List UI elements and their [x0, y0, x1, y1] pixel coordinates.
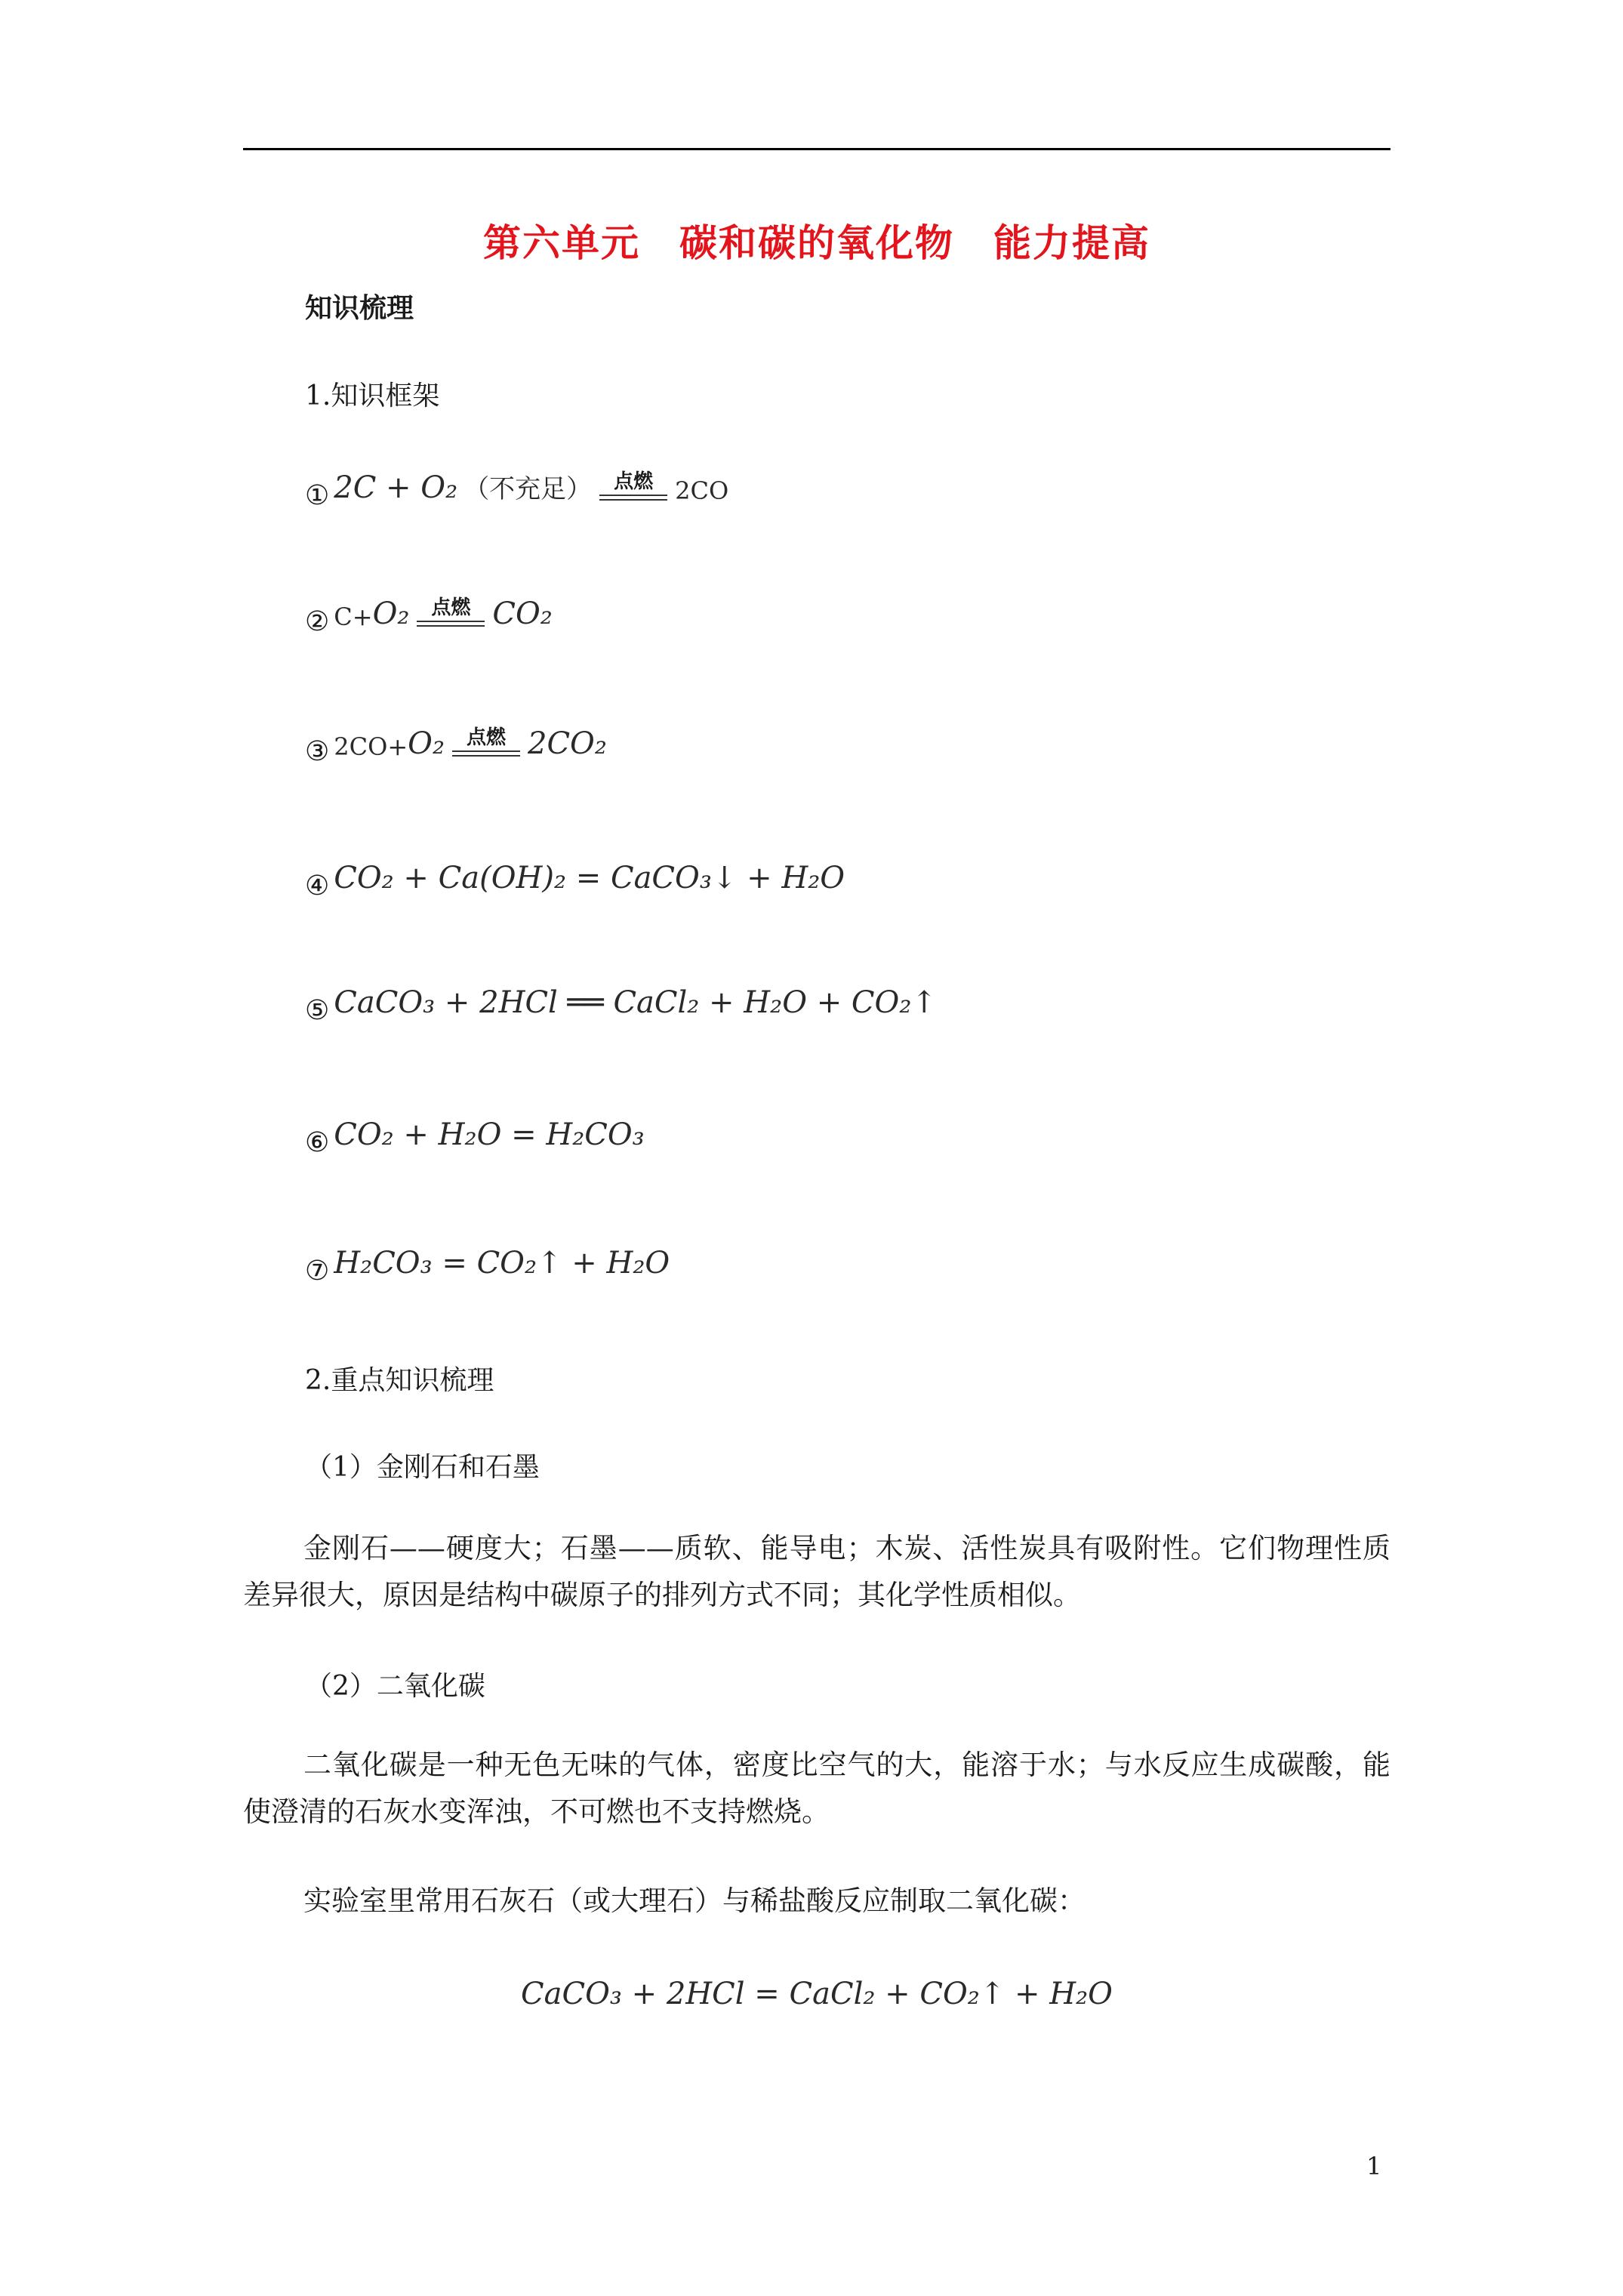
paragraph-carbon-dioxide: 二氧化碳是一种无色无味的气体，密度比空气的大，能溶于水；与水反应生成碳酸，能使澄清的石灰水变浑浊，不可燃也不支持燃烧。 — [243, 1749, 1390, 1828]
formula: O₂ — [408, 726, 445, 761]
reaction-condition — [452, 726, 520, 757]
formula: O₂ — [372, 596, 410, 631]
condition-label: 点燃 — [431, 596, 471, 619]
condition-label: 点燃 — [466, 726, 506, 749]
product: CO₂ — [492, 596, 553, 631]
page-title: 第六单元 碳和碳的氧化物 能力提高 — [483, 220, 1150, 265]
subsection-heading-2: （2）二氧化碳 — [305, 1671, 485, 1702]
product: 2CO — [675, 476, 729, 505]
header-rule — [243, 148, 1390, 150]
equation-number: ④ — [305, 871, 330, 901]
condition-text: （不充足） — [463, 474, 593, 504]
double-bar — [452, 750, 520, 757]
equation-2 — [305, 596, 553, 637]
framework-heading: 1.知识框架 — [305, 381, 440, 411]
formula: CO₂ + H₂O = H₂CO₃ — [334, 1117, 645, 1152]
reaction-condition — [417, 596, 485, 627]
condition-label: 点燃 — [614, 470, 654, 493]
equation-3 — [305, 726, 607, 767]
equation-number: ⑥ — [305, 1127, 330, 1158]
equation-number: ② — [305, 606, 330, 637]
equation-1 — [305, 468, 729, 511]
subsection-heading-1: （1）金刚石和石墨 — [305, 1452, 540, 1483]
equation-number: ⑦ — [305, 1256, 330, 1287]
section-heading: 知识梳理 — [305, 292, 414, 324]
formula: CO₂ + Ca(OH)₂ = CaCO₃↓ + H₂O — [334, 861, 845, 895]
formula: 2C + O₂ — [334, 470, 458, 505]
paragraph-diamond-graphite: 金刚石——硬度大；石墨——质软、能导电；木炭、活性炭具有吸附性。它们物理性质差异很大，原因是结构中碳原子的排列方式不同；其化学性质相似。 — [243, 1532, 1390, 1611]
page-number: 1 — [1366, 2152, 1382, 2180]
reactant: C+ — [334, 603, 373, 631]
equation-number: ⑤ — [305, 995, 330, 1026]
double-bar — [599, 495, 667, 501]
reactant: 2CO+ — [334, 732, 408, 761]
product: 2CO₂ — [528, 726, 607, 761]
double-bar — [417, 621, 485, 627]
equation-6 — [305, 1117, 645, 1158]
reaction-condition — [599, 470, 667, 501]
paragraph-lab-preparation: 实验室里常用石灰石（或大理石）与稀盐酸反应制取二氧化碳： — [303, 1885, 1086, 1917]
equation-number: ① — [305, 480, 330, 511]
key-knowledge-heading: 2.重点知识梳理 — [305, 1365, 494, 1396]
equation-7 — [305, 1246, 670, 1287]
equation-5 — [305, 985, 937, 1026]
final-equation: CaCO₃ + 2HCl = CaCl₂ + CO₂↑ + H₂O — [521, 1977, 1113, 2011]
equation-number: ③ — [305, 736, 330, 767]
equation-4 — [305, 861, 845, 901]
formula: CaCO₃ + 2HCl ══ CaCl₂ + H₂O + CO₂↑ — [334, 985, 937, 1020]
formula: H₂CO₃ = CO₂↑ + H₂O — [334, 1246, 670, 1281]
